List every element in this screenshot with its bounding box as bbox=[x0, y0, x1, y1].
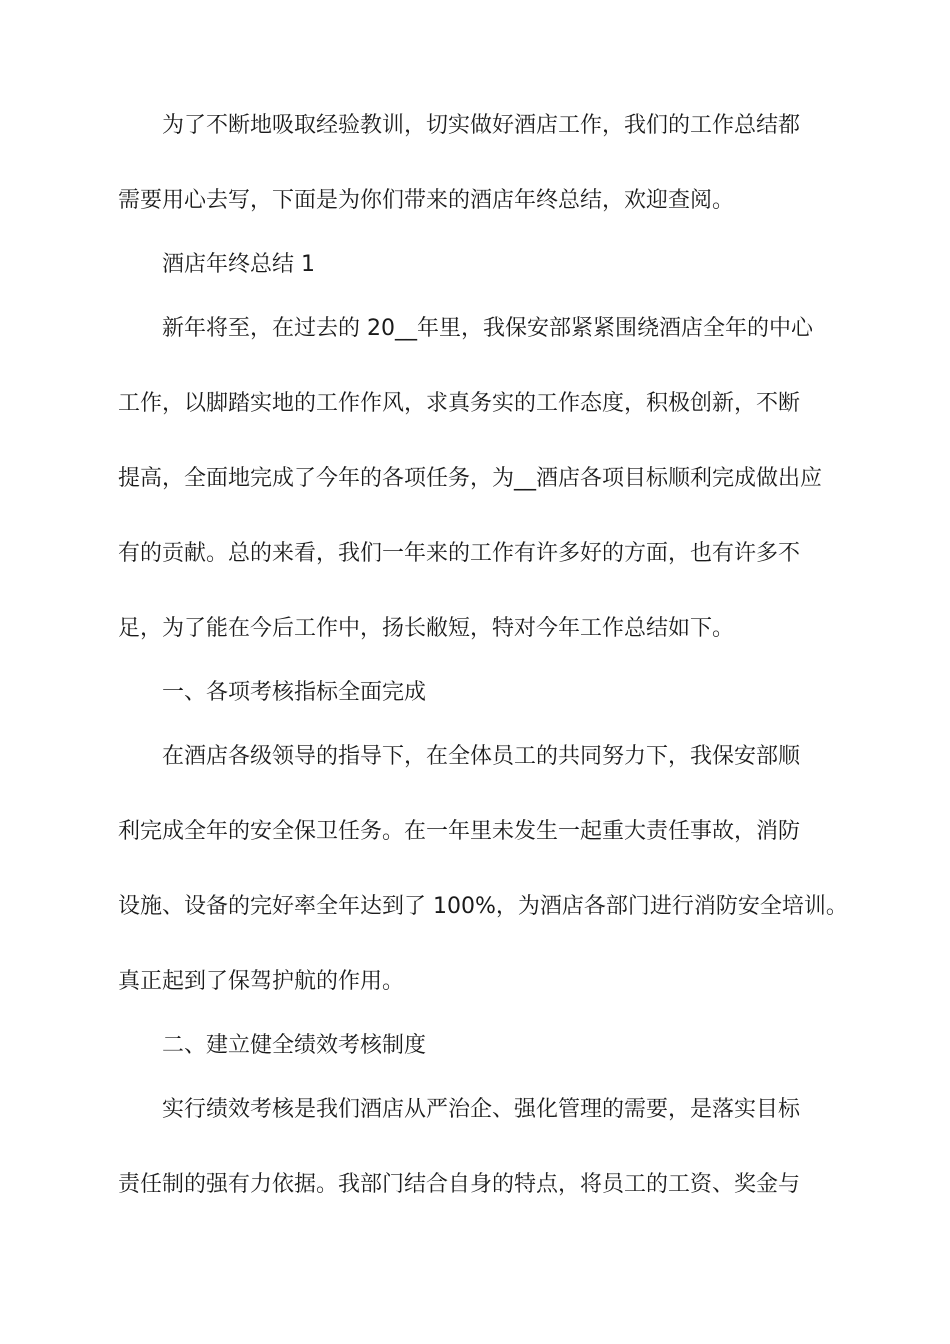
heading-one: 一、各项考核指标全面完成 bbox=[162, 680, 427, 705]
paragraph-line: 有的贡献。总的来看，我们一年来的工作有许多好的方面，也有许多不 bbox=[118, 541, 801, 566]
paragraph-line: 实行绩效考核是我们酒店从严治企、强化管理的需要，是落实目标 bbox=[162, 1097, 801, 1122]
paragraph-line: 责任制的强有力依据。我部门结合自身的特点，将员工的工资、奖金与 bbox=[118, 1172, 801, 1197]
paragraph-line: 足，为了能在今后工作中，扬长敝短，特对今年工作总结如下。 bbox=[118, 616, 735, 641]
intro-line-2: 需要用心去写，下面是为你们带来的酒店年终总结，欢迎查阅。 bbox=[118, 188, 735, 213]
paragraph-line: 工作，以脚踏实地的工作作风，求真务实的工作态度，积极创新，不断 bbox=[118, 391, 801, 416]
heading-two: 二、建立健全绩效考核制度 bbox=[162, 1033, 427, 1058]
paragraph-line: 提高，全面地完成了今年的各项任务，为__酒店各项目标顺利完成做出应 bbox=[118, 466, 823, 491]
paragraph-line: 利完成全年的安全保卫任务。在一年里未发生一起重大责任事故，消防 bbox=[118, 819, 801, 844]
paragraph-line: 在酒店各级领导的指导下，在全体员工的共同努力下，我保安部顺 bbox=[162, 744, 801, 769]
paragraph-line: 新年将至，在过去的 20__年里，我保安部紧紧围绕酒店全年的中心 bbox=[162, 316, 813, 341]
paragraph-line: 设施、设备的完好率全年达到了 100%，为酒店各部门进行消防安全培训。 bbox=[118, 894, 848, 919]
intro-line-1: 为了不断地吸取经验教训，切实做好酒店工作，我们的工作总结都 bbox=[162, 113, 801, 138]
paragraph-line: 真正起到了保驾护航的作用。 bbox=[118, 969, 405, 994]
section-title: 酒店年终总结 1 bbox=[162, 252, 315, 277]
